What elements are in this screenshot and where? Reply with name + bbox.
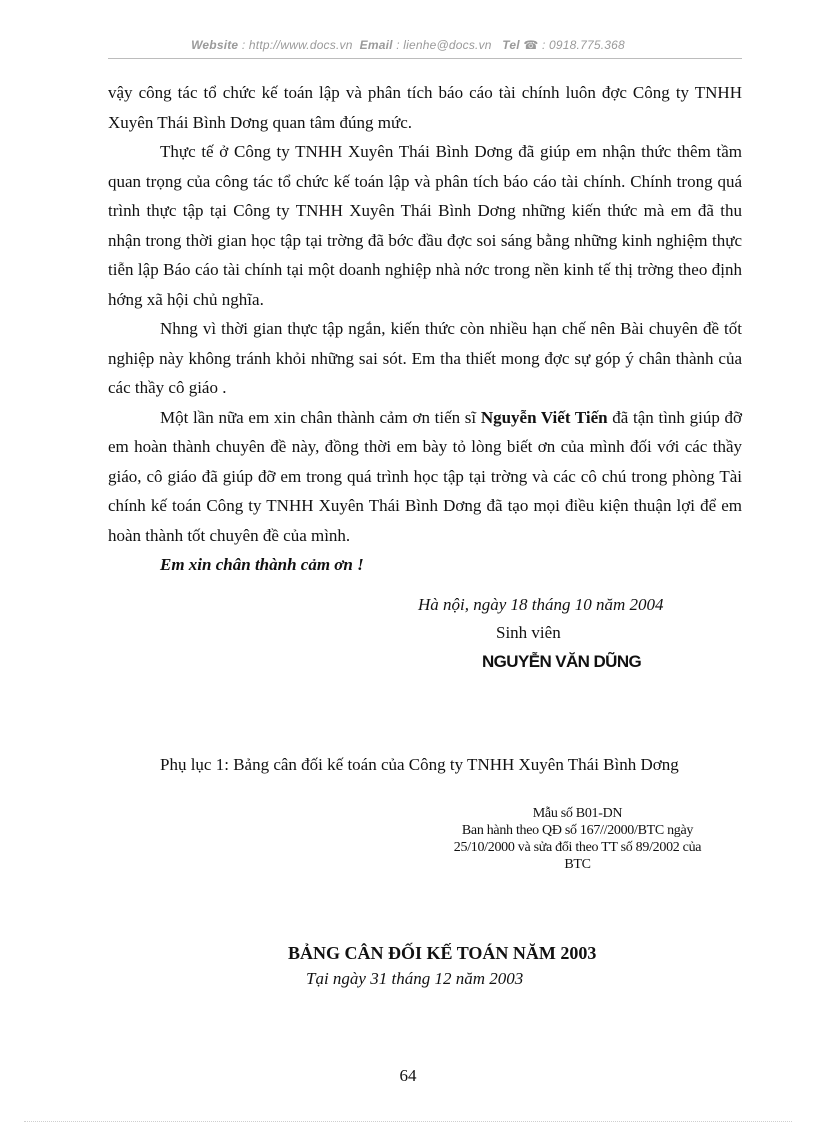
appendix-caption: Phụ lục 1: Bảng cân đối kế toán của Công ty TNHH Xuyên Thái Bình Dơng xyxy=(160,755,679,774)
student-name: NGUYỄN VĂN DŨNG xyxy=(482,652,642,671)
form-info xyxy=(400,805,755,873)
signature-role: Sinh viên xyxy=(496,623,561,642)
header-divider xyxy=(108,58,742,59)
website-label: Website xyxy=(191,38,239,52)
form-number: Mẫu số B01-DN xyxy=(532,806,623,821)
page-bottom-border xyxy=(24,1121,792,1122)
email-value: : lienhe@docs.vn xyxy=(396,38,492,52)
document-body xyxy=(108,78,742,580)
website-value: : http://www.docs.vn xyxy=(241,38,353,52)
closing-thanks: Em xin chân thành cảm ơn ! xyxy=(160,555,364,574)
signature-date: Hà nội, ngày 18 tháng 10 năm 2004 xyxy=(418,595,664,614)
balance-sheet-date: Tại ngày 31 tháng 12 năm 2003 xyxy=(306,969,524,988)
supervisor-name: Nguyễn Viết Tiến xyxy=(480,407,608,427)
paragraph-2: Thực tế ở Công ty TNHH Xuyên Thái Bình Dơng đã giúp em nhận thức thêm tầm quan trọng của công tác tổ chức kế toán lập và phân tích báo cáo tài chính. Chính trong quá trình thực tập tại Công ty TNHH Xuyên Thái Bình Dơng những kiến thức mà em đã thu nhận trong thời gian học tập tại trờng đã bớc đầu đợc soi sáng bằng những kinh nghiệm thực tiễn lập Báo cáo tài chính tại một doanh nghiệp nhà nớc trong nền kinh tế thị trờng theo định hớng xã hội chủ nghĩa. xyxy=(108,142,742,309)
form-decree-line3: BTC xyxy=(564,857,591,872)
paragraph-4-lead: Một lần nữa em xin chân thành cảm ơn tiến sĩ xyxy=(160,407,481,427)
page-number: 64 xyxy=(399,1066,417,1085)
paragraph-4 xyxy=(108,403,742,551)
paragraph-1: vậy công tác tổ chức kế toán lập và phân tích báo cáo tài chính luôn đợc Công ty TNHH Xuyên Thái Bình Dơng quan tâm đúng mức. xyxy=(108,83,742,132)
form-decree-line1: Ban hành theo QĐ số 167//2000/BTC ngày xyxy=(461,823,694,838)
form-decree-line2: 25/10/2000 và sửa đổi theo TT số 89/2002 của xyxy=(453,840,702,855)
paragraph-3: Nhng vì thời gian thực tập ngắn, kiến thức còn nhiều hạn chế nên Bài chuyên đề tốt nghiệp này không tránh khỏi những sai sót. Em tha thiết mong đợc sự góp ý chân thành của các thầy cô giáo . xyxy=(108,319,742,397)
tel-label: Tel xyxy=(502,38,520,52)
tel-value: ☎ : 0918.775.368 xyxy=(523,38,625,52)
balance-sheet-title: BẢNG CÂN ĐỐI KẾ TOÁN NĂM 2003 xyxy=(288,943,597,963)
paragraph-4-rest: đã tận tình giúp đỡ em hoàn thành chuyên đề này, đồng thời em bày tỏ lòng biết ơn của mình đối với các thầy giáo, cô giáo đã giúp đỡ em trong quá trình học tập tại trờng và các cô chú trong phòng Tài chính kế toán Công ty TNHH Xuyên Thái Bình Dơng đã tạo mọi điều kiện thuận lợi để em hoàn thành tốt chuyên đề của mình. xyxy=(108,407,742,545)
email-label: Email xyxy=(359,38,393,52)
page-header xyxy=(0,38,816,52)
